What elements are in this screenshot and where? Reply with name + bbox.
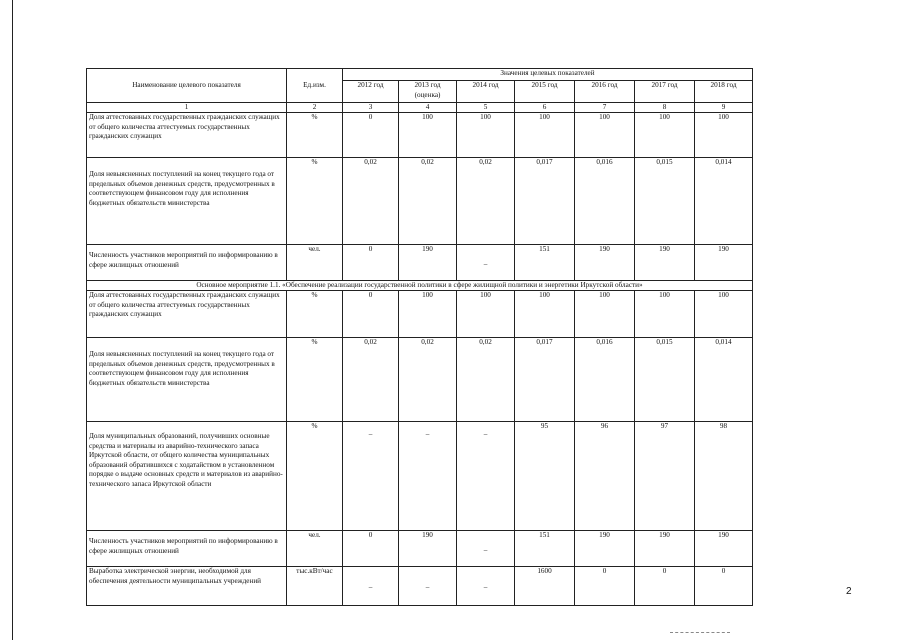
col-number: 2 (287, 103, 343, 113)
page-number: 2 (846, 586, 852, 597)
column-numbers-row (87, 103, 753, 113)
section-row (87, 281, 753, 291)
value-cell: 151 (515, 531, 575, 567)
value-cell: 100 (515, 113, 575, 158)
value-cell: 0 (575, 567, 635, 606)
value-cell: 100 (457, 113, 515, 158)
value-cell: 0 (343, 531, 399, 567)
col-number: 6 (515, 103, 575, 113)
indicator-name: Доля муниципальных образований, получивших основные средства и материалы из аварийно-технического запаса Иркутской области, от общего количества муниципальных образований обратившихся с ходатайством в установленном порядке о выдаче основных средств и материалов из аварийно-технического запаса Иркутской области (87, 422, 287, 531)
indicator-name: Численность участников мероприятий по информированию в сфере жилищных отношений (87, 531, 287, 567)
header-year: 2012 год (343, 81, 399, 103)
indicator-name: Выработка электрической энергии, необходимой для обеспечения деятельности муниципальных учреждений (87, 567, 287, 606)
value-cell: 0,02 (343, 158, 399, 245)
value-cell: 190 (695, 531, 753, 567)
indicator-name: Численность участников мероприятий по информированию в сфере жилищных отношений (87, 245, 287, 281)
value-cell: 0,017 (515, 338, 575, 422)
header-year: 2016 год (575, 81, 635, 103)
value-cell: 0,014 (695, 338, 753, 422)
value-cell: 190 (399, 245, 457, 281)
unit-cell: % (287, 291, 343, 338)
indicator-name: Доля невыясненных поступлений на конец текущего года от предельных объемов денежных средств, предусмотренных в соответствующем финансовом году для исполнения бюджетных обязательств министерства (87, 158, 287, 245)
value-cell: 190 (575, 245, 635, 281)
value-cell: 0,015 (635, 158, 695, 245)
value-cell: 190 (695, 245, 753, 281)
value-cell: 0,02 (457, 158, 515, 245)
value-cell: 190 (635, 531, 695, 567)
value-cell: 100 (695, 291, 753, 338)
header-year: 2013 год (оценка) (399, 81, 457, 103)
indicator-name: Доля невыясненных поступлений на конец текущего года от предельных объемов денежных средств, предусмотренных в соответствующем финансовом году для исполнения бюджетных обязательств министерства (87, 338, 287, 422)
table-row (87, 291, 753, 338)
table-row (87, 338, 753, 422)
section-title: Основное мероприятие 1.1. «Обеспечение реализации государственной политики в сфере жилищной политики и энергетики Иркутской области» (87, 281, 753, 291)
value-cell: _ (399, 422, 457, 531)
value-cell: 0 (635, 567, 695, 606)
value-cell: 1600 (515, 567, 575, 606)
unit-cell: % (287, 113, 343, 158)
value-cell: 98 (695, 422, 753, 531)
col-number: 5 (457, 103, 515, 113)
value-cell: 0,016 (575, 338, 635, 422)
header-values-group: Значения целевых показателей (343, 69, 753, 81)
value-cell: _ (457, 531, 515, 567)
value-cell: _ (343, 567, 399, 606)
value-cell: 100 (695, 113, 753, 158)
value-cell: 0 (343, 245, 399, 281)
col-number: 4 (399, 103, 457, 113)
value-cell: _ (457, 245, 515, 281)
header-year: 2015 год (515, 81, 575, 103)
value-cell: 100 (575, 291, 635, 338)
value-cell: 0,02 (399, 338, 457, 422)
col-number: 8 (635, 103, 695, 113)
table-row (87, 245, 753, 281)
unit-cell: % (287, 338, 343, 422)
value-cell: 100 (457, 291, 515, 338)
table-row (87, 158, 753, 245)
table-row (87, 113, 753, 158)
value-cell: 190 (635, 245, 695, 281)
header-year: 2014 год (457, 81, 515, 103)
value-cell: 0,017 (515, 158, 575, 245)
unit-cell: чел. (287, 531, 343, 567)
header-name-col: Наименование целевого показателя (87, 69, 287, 103)
table-row (87, 531, 753, 567)
value-cell: 97 (635, 422, 695, 531)
value-cell: 0 (343, 113, 399, 158)
value-cell: _ (457, 422, 515, 531)
indicators-table (86, 68, 753, 606)
value-cell: 100 (515, 291, 575, 338)
unit-cell: тыс.кВт/час (287, 567, 343, 606)
value-cell: 100 (399, 113, 457, 158)
unit-cell: чел. (287, 245, 343, 281)
value-cell: 0 (695, 567, 753, 606)
table-row (87, 567, 753, 606)
indicator-name: Доля аттестованных государственных гражданских служащих от общего количества аттестуемых государственных гражданских служащих (87, 113, 287, 158)
value-cell: 0 (343, 291, 399, 338)
value-cell: 0,02 (457, 338, 515, 422)
value-cell: _ (457, 567, 515, 606)
value-cell: _ (343, 422, 399, 531)
value-cell: 0,016 (575, 158, 635, 245)
value-cell: 151 (515, 245, 575, 281)
header-year: 2017 год (635, 81, 695, 103)
value-cell: _ (399, 567, 457, 606)
indicator-name: Доля аттестованных государственных гражданских служащих от общего количества аттестуемых государственных гражданских служащих (87, 291, 287, 338)
value-cell: 96 (575, 422, 635, 531)
value-cell: 100 (635, 291, 695, 338)
value-cell: 0,015 (635, 338, 695, 422)
value-cell: 100 (575, 113, 635, 158)
value-cell: 100 (635, 113, 695, 158)
unit-cell: % (287, 158, 343, 245)
value-cell: 190 (575, 531, 635, 567)
scan-artifact-line (670, 632, 730, 633)
col-number: 9 (695, 103, 753, 113)
value-cell: 0,02 (343, 338, 399, 422)
value-cell: 100 (399, 291, 457, 338)
table-row (87, 422, 753, 531)
col-number: 7 (575, 103, 635, 113)
value-cell: 0,02 (399, 158, 457, 245)
header-unit-col: Ед.изм. (287, 69, 343, 103)
value-cell: 190 (399, 531, 457, 567)
value-cell: 0,014 (695, 158, 753, 245)
header-year: 2018 год (695, 81, 753, 103)
scan-edge-line (12, 0, 13, 640)
col-number: 1 (87, 103, 287, 113)
unit-cell: % (287, 422, 343, 531)
col-number: 3 (343, 103, 399, 113)
header-row-top (87, 69, 753, 81)
value-cell: 95 (515, 422, 575, 531)
